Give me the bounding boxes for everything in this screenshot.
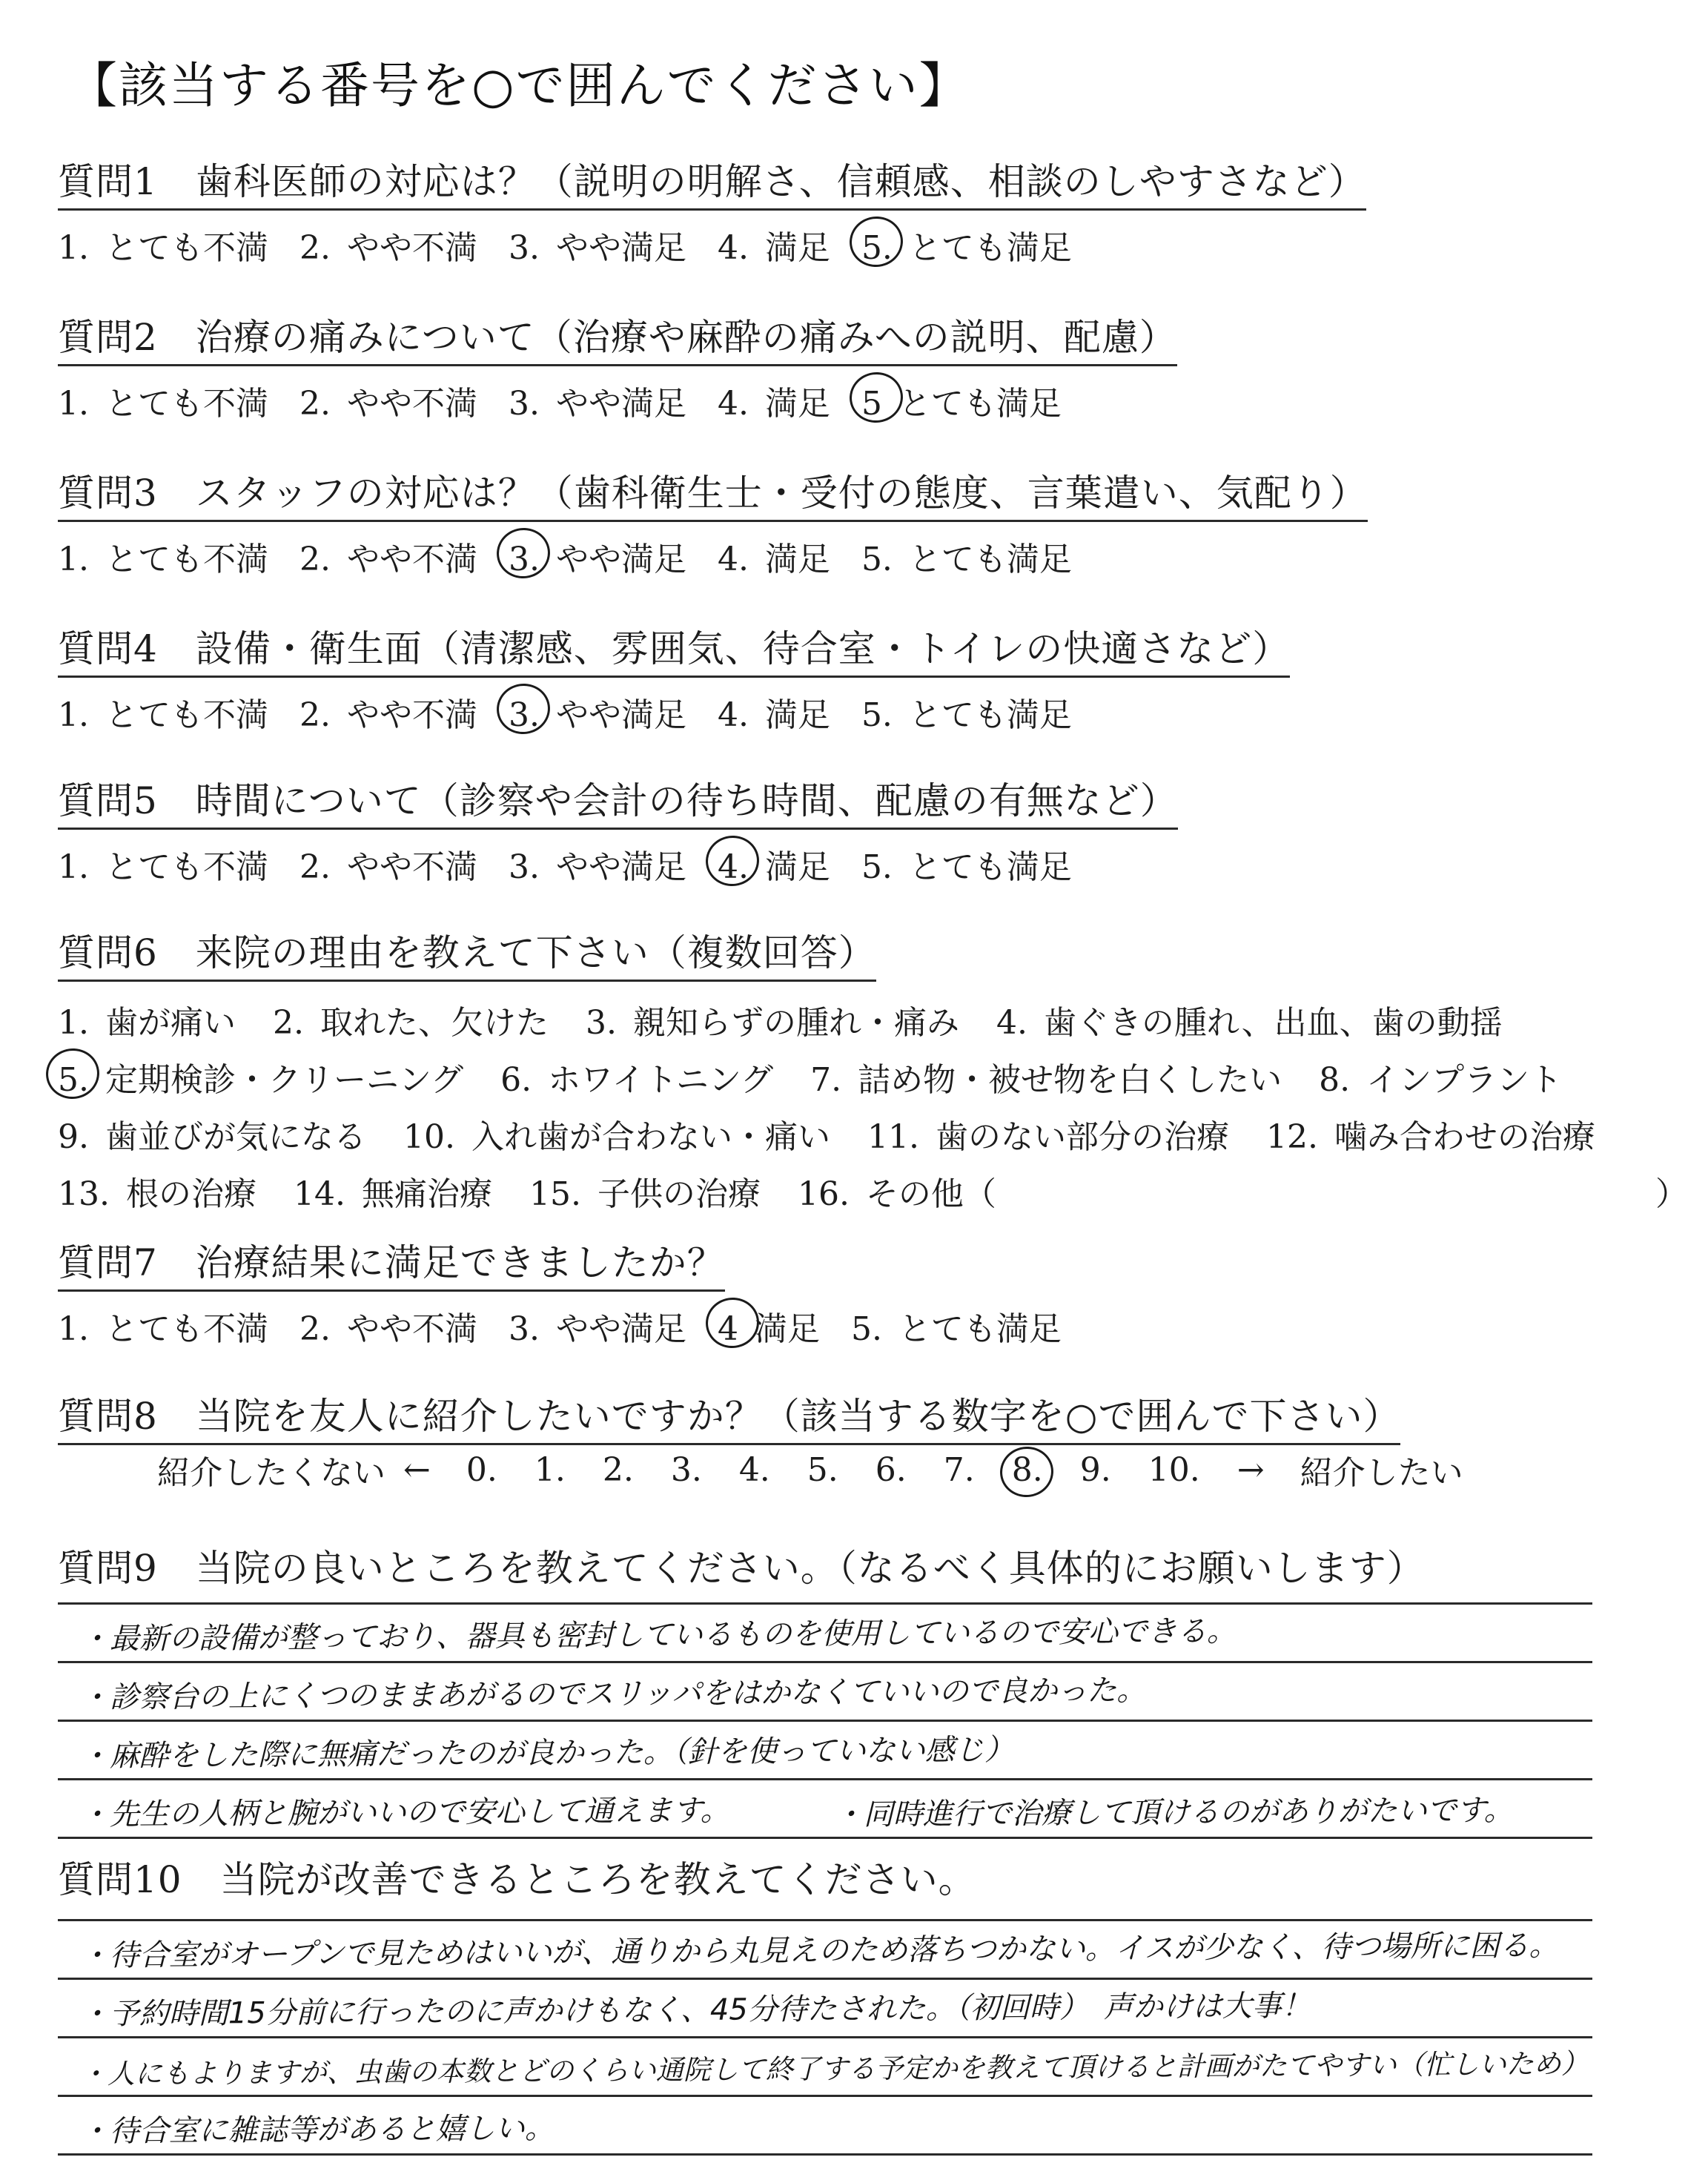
reason-9[interactable]: 9. 歯並びが気になる — [58, 1117, 366, 1156]
answer-line — [58, 2097, 1592, 2156]
option-5[interactable]: 5. とても満足 — [861, 696, 1072, 734]
option-3-selected[interactable]: 3. やや満足 — [509, 688, 686, 736]
handwritten-answer: ・麻酔をした際に無痛だったのが良かった。（針を使っていない感じ） — [79, 1732, 1014, 1774]
question-8-scale — [157, 1446, 1481, 1493]
question-2 — [58, 308, 1177, 424]
question-5-options — [58, 840, 1178, 888]
reason-7[interactable]: 7. 詰め物・被せ物を白くしたい — [810, 1060, 1282, 1099]
question-6-row-3 — [58, 1105, 1632, 1162]
selection-circle — [43, 1045, 103, 1102]
question-1 — [58, 152, 1366, 268]
reason-8[interactable]: 8. インプラント — [1319, 1060, 1563, 1099]
answer-line — [58, 1780, 1592, 1839]
reason-12[interactable]: 12. 噛み合わせの治療 — [1265, 1117, 1595, 1156]
scale-left-label: 紹介したくない — [157, 1454, 385, 1492]
reason-1[interactable]: 1. 歯が痛い — [58, 1003, 236, 1042]
question-9-answer-area — [58, 1546, 1592, 1839]
scale-right-label: 紹介したい — [1300, 1454, 1463, 1492]
question-1-options — [58, 221, 1366, 268]
question-6 — [58, 923, 1688, 1219]
question-7-options — [58, 1302, 1093, 1350]
option-5[interactable]: 5. とても満足 — [861, 848, 1072, 886]
option-1[interactable]: 1. とても不満 — [58, 229, 268, 267]
selection-circle — [703, 832, 763, 889]
reason-2[interactable]: 2. 取れた、欠けた — [272, 1003, 549, 1042]
question-1-title: 質問1 歯科医師の対応は？（説明の明解さ、信頼感、相談のしやすさなど） — [58, 152, 1366, 211]
reason-10[interactable]: 10. 入れ歯が合わない・痛い — [403, 1117, 830, 1156]
question-6-options — [58, 991, 1688, 1219]
score-4[interactable]: 4. — [738, 1450, 770, 1489]
option-3[interactable]: 3. やや満足 — [508, 229, 686, 267]
other-close-paren: ） — [1655, 1175, 1688, 1213]
selection-circle — [703, 1294, 763, 1351]
reason-5-selected[interactable]: 5. 定期検診・クリーニング — [58, 1053, 463, 1100]
question-3-options — [58, 532, 1368, 580]
option-4-selected[interactable]: 4. 満足 — [718, 840, 830, 888]
question-2-options — [58, 377, 1177, 424]
reason-16-other[interactable]: 16. その他（ — [797, 1175, 996, 1213]
question-3 — [58, 463, 1368, 580]
handwritten-answer: ・先生の人柄と腕がいいので安心して通えます。 — [79, 1793, 730, 1832]
question-3-title: 質問3 スタッフの対応は？（歯科衛生士・受付の態度、言葉遣い、気配り） — [58, 463, 1368, 522]
reason-11[interactable]: 11. 歯のない部分の治療 — [867, 1117, 1229, 1156]
score-8-selected[interactable]: 8. — [1012, 1451, 1043, 1489]
question-4 — [58, 619, 1290, 736]
score-6[interactable]: 6. — [875, 1450, 907, 1489]
handwritten-answer: ・人にもよりますが、虫歯の本数とどのくらい通院して終了する予定かを教えて頂けると計画がたてやすい（忙しいため） — [79, 2047, 1589, 2090]
option-4-selected[interactable]: 4 満足 — [718, 1302, 820, 1350]
reason-4[interactable]: 4. 歯ぐきの腫れ、出血、歯の動揺 — [996, 1003, 1503, 1042]
answer-line — [58, 1980, 1592, 2038]
answer-line — [58, 1605, 1592, 1663]
option-1[interactable]: 1. とても不満 — [58, 541, 268, 578]
answer-line — [58, 2038, 1592, 2097]
option-3[interactable]: 3. やや満足 — [508, 1310, 686, 1348]
score-1[interactable]: 1. — [534, 1450, 566, 1489]
question-8-title: 質問8 当院を友人に紹介したいですか？（該当する数字を○で囲んで下さい） — [58, 1387, 1400, 1445]
reason-6[interactable]: 6. ホワイトニング — [500, 1060, 774, 1099]
reason-15[interactable]: 15. 子供の治療 — [529, 1175, 761, 1213]
option-2[interactable]: 2. やや不満 — [299, 696, 477, 734]
option-4[interactable]: 4. 満足 — [717, 229, 830, 267]
option-4[interactable]: 4. 満足 — [717, 696, 830, 734]
score-0[interactable]: 0. — [466, 1450, 497, 1489]
answer-line — [58, 1546, 1592, 1605]
option-1[interactable]: 1. とても不満 — [58, 848, 268, 886]
answer-line — [58, 1663, 1592, 1722]
score-10[interactable]: 10. — [1148, 1450, 1200, 1489]
question-6-row-2 — [58, 1048, 1632, 1105]
option-5-selected[interactable]: 5 とても満足 — [861, 377, 1062, 424]
score-9[interactable]: 9. — [1079, 1450, 1111, 1489]
option-5-selected[interactable]: 5. とても満足 — [861, 221, 1072, 268]
handwritten-answer: ・待合室に雑誌等があると嬉しい。 — [79, 2111, 555, 2149]
option-2[interactable]: 2. やや不満 — [299, 229, 477, 267]
question-9-title: 質問9 当院の良いところを教えてください。（なるべく具体的にお願いします） — [58, 1547, 1425, 1590]
selection-circle — [996, 1443, 1056, 1500]
question-6-row-4 — [58, 1162, 1688, 1219]
score-7[interactable]: 7. — [943, 1450, 975, 1489]
option-5[interactable]: 5. とても満足 — [861, 541, 1072, 578]
option-3[interactable]: 3. やや満足 — [508, 385, 686, 423]
selection-circle — [494, 524, 554, 581]
option-3[interactable]: 3. やや満足 — [508, 848, 686, 886]
right-arrow-icon: → — [1237, 1450, 1265, 1489]
option-2[interactable]: 2. やや不満 — [299, 848, 477, 886]
answer-line — [58, 1722, 1592, 1780]
selection-circle — [847, 213, 907, 270]
option-2[interactable]: 2. やや不満 — [299, 1310, 477, 1348]
question-7-title: 質問7 治療結果に満足できましたか？ — [58, 1233, 725, 1292]
score-5[interactable]: 5. — [807, 1450, 838, 1489]
answer-line — [58, 1863, 1592, 1921]
handwritten-answer: ・待合室がオープンで見ためはいいが、通りから丸見えのため落ちつかない。イスが少なく、待つ場所に困る。 — [79, 1928, 1559, 1973]
option-4[interactable]: 4. 満足 — [717, 385, 830, 423]
score-3[interactable]: 3. — [670, 1450, 702, 1489]
question-4-title: 質問4 設備・衛生面（清潔感、雰囲気、待合室・トイレの快適さなど） — [58, 619, 1290, 678]
question-5 — [58, 771, 1178, 888]
score-2[interactable]: 2. — [602, 1450, 634, 1489]
option-2[interactable]: 2. やや不満 — [299, 541, 477, 578]
page-title: 【該当する番号を○で囲んでください】 — [68, 57, 970, 114]
handwritten-answer: ・同時進行で治療して頂けるのがありがたいです。 — [833, 1793, 1514, 1832]
selection-circle — [494, 680, 554, 737]
question-8 — [58, 1387, 1400, 1445]
handwritten-answer: ・最新の設備が整っており、器具も密封しているものを使用しているので安心できる。 — [79, 1614, 1237, 1657]
question-7 — [58, 1233, 1093, 1350]
question-10-title: 質問10 当院が改善できるところを教えてください。 — [58, 1858, 976, 1901]
option-1[interactable]: 1. とても不満 — [58, 1310, 268, 1348]
reason-13[interactable]: 13. 根の治療 — [58, 1175, 256, 1213]
option-1[interactable]: 1. とても不満 — [58, 385, 268, 423]
question-4-options — [58, 688, 1290, 736]
question-6-row-1 — [58, 991, 1632, 1048]
question-6-title: 質問6 来院の理由を教えて下さい（複数回答） — [58, 923, 876, 982]
handwritten-answer: ・診察台の上にくつのままあがるのでスリッパをはかなくていいので良かった。 — [79, 1673, 1147, 1715]
question-10-answer-area — [58, 1863, 1592, 2156]
question-2-title: 質問2 治療の痛みについて（治療や麻酔の痛みへの説明、配慮） — [58, 308, 1177, 366]
option-1[interactable]: 1. とても不満 — [58, 696, 268, 734]
option-4[interactable]: 4. 満足 — [717, 541, 830, 578]
reason-14[interactable]: 14. 無痛治療 — [293, 1175, 492, 1213]
left-arrow-icon: ← — [403, 1450, 431, 1489]
option-5[interactable]: 5. とても満足 — [850, 1310, 1062, 1348]
option-3-selected[interactable]: 3. やや満足 — [509, 532, 686, 580]
handwritten-answer: ・予約時間15分前に行ったのに声かけもなく、45分待たされた。（初回時） 声かけは大事！ — [79, 1989, 1311, 2032]
reason-3[interactable]: 3. 親知らずの腫れ・痛み — [585, 1003, 959, 1042]
selection-circle — [847, 369, 907, 426]
answer-line — [58, 1921, 1592, 1980]
question-5-title: 質問5 時間について（診察や会計の待ち時間、配慮の有無など） — [58, 771, 1178, 830]
option-2[interactable]: 2. やや不満 — [299, 385, 477, 423]
